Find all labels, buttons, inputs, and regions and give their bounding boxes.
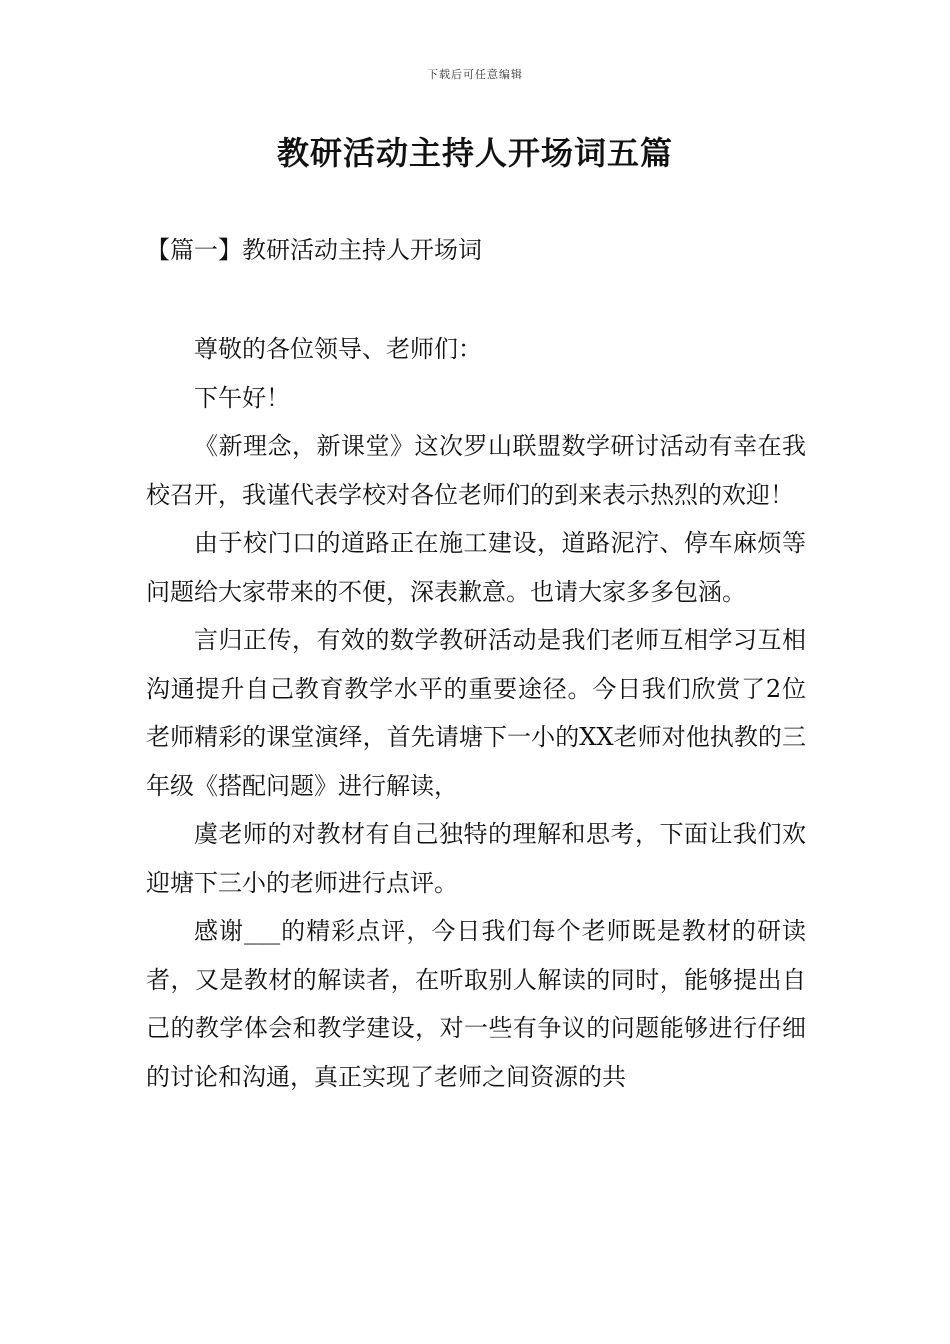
section-heading: 【篇一】教研活动主持人开场词 xyxy=(146,236,482,264)
document-title: 教研活动主持人开场词五篇 xyxy=(276,134,673,172)
paragraph-apology: 由于校门口的道路正在施工建设，道路泥泞、停车麻烦等问题给大家带来的不便，深表歉意。也请大家多多包涵。 xyxy=(146,529,806,606)
paragraph-transition: 虞老师的对教材有自己独特的理解和思考，下面让我们欢迎塘下三小的老师进行点评。 xyxy=(146,820,806,897)
paragraph-introduction: 言归正传，有效的数学教研活动是我们老师互相学习互相沟通提升自己教育教学水平的重要途径。今日我们欣赏了2位老师精彩的课堂演绎，首先请塘下一小的XX老师对他执教的三年级《搭配问题》进行解读， xyxy=(146,626,806,800)
paragraph-greeting: 下午好！ xyxy=(194,383,290,412)
paragraph-welcome: 《新理念，新课堂》这次罗山联盟数学研讨活动有幸在我校召开，我谨代表学校对各位老师们的到来表示热烈的欢迎！ xyxy=(146,432,806,509)
page-header-note: 下载后可任意编辑 xyxy=(427,68,523,81)
paragraph-thanks: 感谢___的精彩点评，今日我们每个老师既是教材的研读者，又是教材的解读者，在听取别人解读的同时，能够提出自己的教学体会和教学建设，对一些有争议的问题能够进行仔细的讨论和沟通，真正实现了老师之间资源的共 xyxy=(146,917,806,1091)
document-body xyxy=(146,325,806,1101)
paragraph-salutation: 尊敬的各位领导、老师们： xyxy=(194,335,482,363)
